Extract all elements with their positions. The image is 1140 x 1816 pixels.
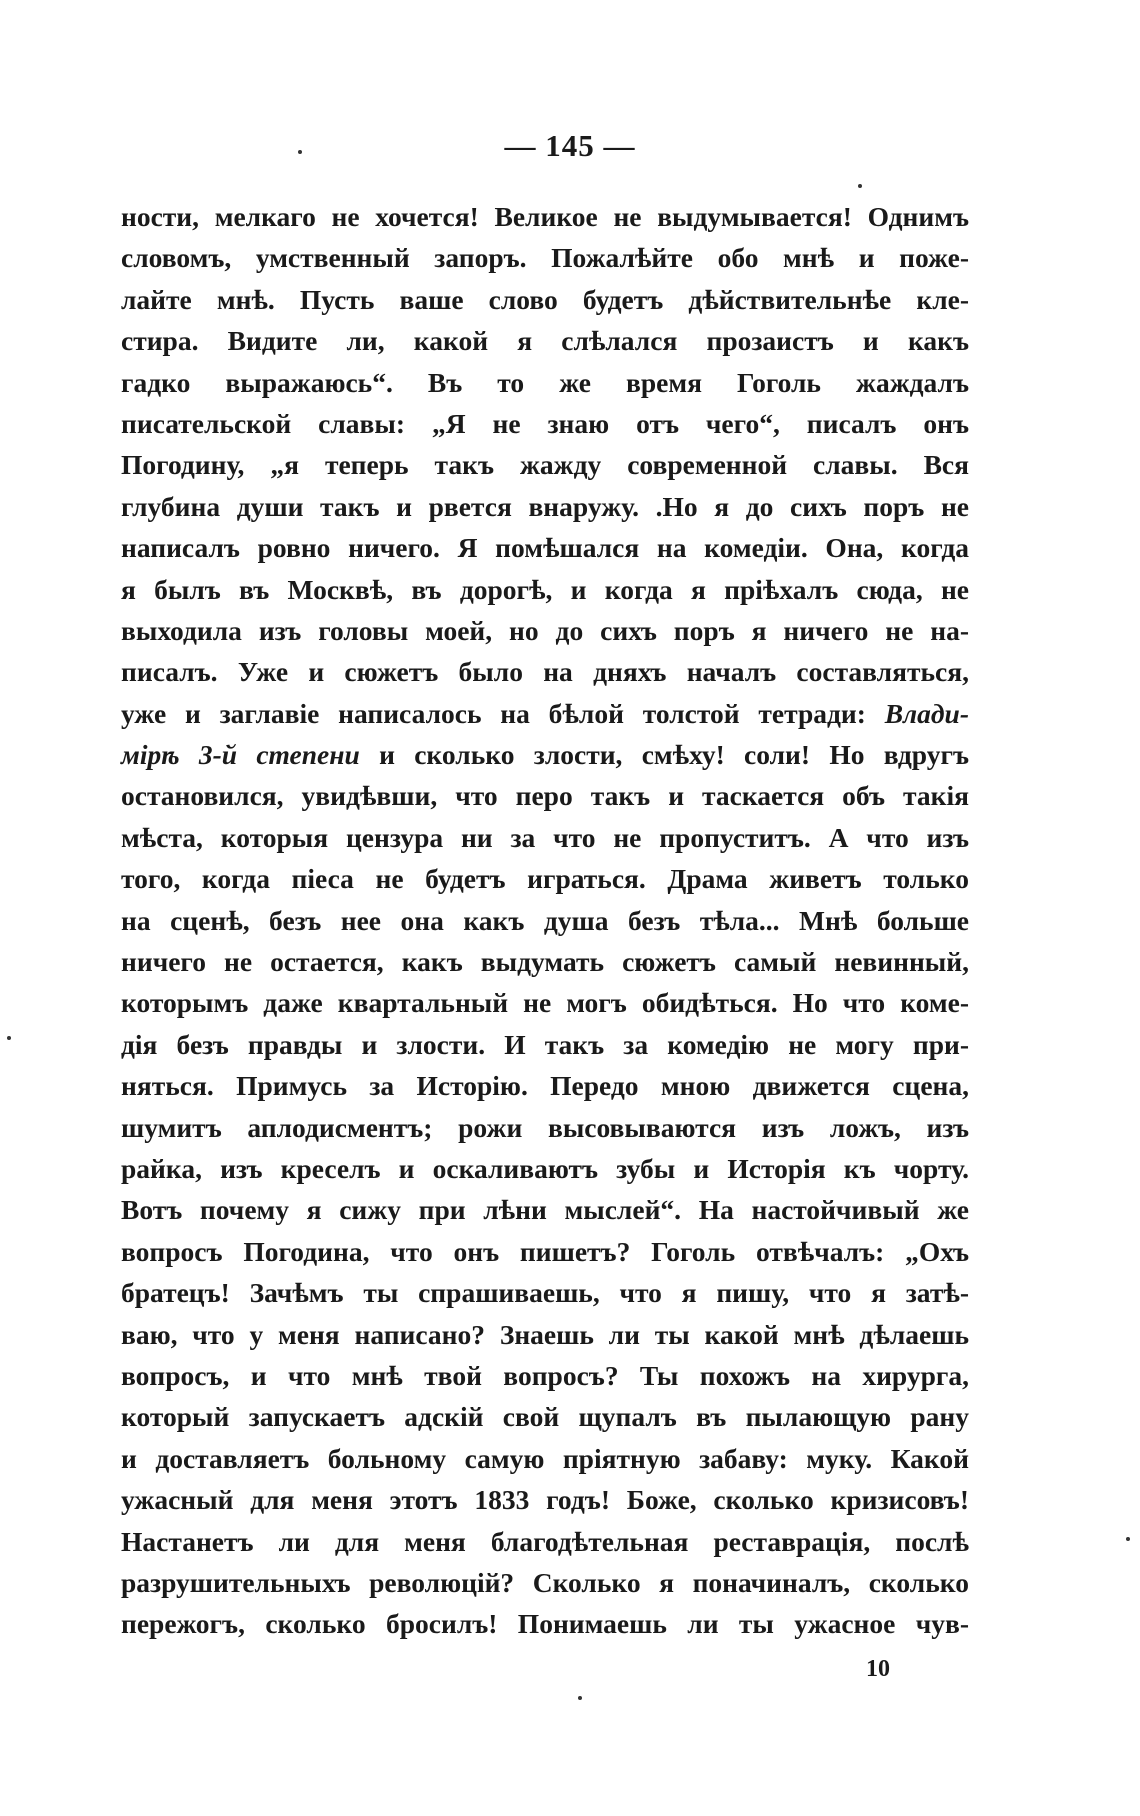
text-line: писалъ. Уже и сюжетъ было на дняхъ началъ составляться, [121,656,969,688]
text-line: словомъ, умственный запоръ. Пожалѣйте обо мнѣ и поже- [121,242,969,274]
text-line: райка, изъ креселъ и оскаливаютъ зубы и Исторія къ чорту. [121,1152,969,1184]
signature-mark: 10 [866,1656,890,1682]
text-line: ности, мелкаго не хочется! Великое не выдумывается! Однимъ [121,201,969,232]
text-line: разрушительныхъ революцій? Сколько я поначиналъ, сколько [121,1566,969,1598]
text-line: ваю, что у меня написано? Знаешь ли ты какой мнѣ дѣлаешь [121,1318,969,1350]
italic-title: Влади- [884,697,969,729]
text-line: мѣста, которыя цензура ни за что не пропуститъ. А что изъ [121,821,969,853]
text-line: стира. Видите ли, какой я слѣлался прозаистъ и какъ [121,325,969,357]
text-line: пережогъ, сколько бросилъ! Понимаешь ли ты ужасное чув- [121,1608,969,1640]
text-line: гадко выражаюсь“. Въ то же время Гоголь жаждалъ [121,366,969,398]
body-text [121,196,969,1645]
text-line: братецъ! Зачѣмъ ты спрашиваешь, что я пишу, что я затѣ- [121,1277,969,1309]
text-line: дія безъ правды и злости. И такъ за комедію не могу при- [121,1028,969,1060]
text-line: ничего не остается, какъ выдумать сюжетъ самый невинный, [121,946,969,978]
text-line: на сценѣ, безъ нее она какъ душа безъ тѣла... Мнѣ больше [121,904,969,936]
text-line: написалъ ровно ничего. Я помѣшался на комедіи. Она, когда [121,532,969,564]
text-line: вопросъ, и что мнѣ твой вопросъ? Ты похожъ на хирурга, [121,1359,969,1391]
text-line: няться. Примусь за Исторію. Передо мною движется сцена, [121,1070,969,1102]
text-segment: и сколько злости, смѣху! соли! Но вдругъ [359,739,970,771]
text-line: Погодину, „я теперь такъ жажду современной славы. Вся [121,449,969,481]
print-speck [858,184,862,188]
print-speck [1126,1537,1130,1541]
text-line: лайте мнѣ. Пусть ваше слово будетъ дѣйствительнѣе кле- [121,283,969,315]
text-line: глубина души такъ и рвется внаружу. .Но я до сихъ поръ не [121,490,969,522]
print-speck [7,1036,11,1040]
text-line: и доставляетъ больному самую пріятную забаву: муку. Какой [121,1442,969,1474]
text-line-with-italic [121,734,969,775]
page-number: — 145 — [504,128,636,163]
text-line: шумитъ аплодисментъ; рожи высовываются изъ ложъ, изъ [121,1111,969,1143]
text-line: остановился, увидѣвши, что перо такъ и таскается объ такія [121,780,969,812]
text-segment: уже и заглавіе написалось на бѣлой толстой тетради: [121,697,885,729]
text-line-with-italic [121,693,969,734]
italic-title: мірѣ 3-й степени [121,739,360,771]
text-line: писательской славы: „Я не знаю отъ чего“, писалъ онъ [121,407,969,439]
text-line: Настанетъ ли для меня благодѣтельная реставрація, послѣ [121,1525,969,1557]
text-line: вопросъ Погодина, что онъ пишетъ? Гоголь отвѣчалъ: „Охъ [121,1235,969,1267]
text-line: выходила изъ головы моей, но до сихъ поръ я ничего не на- [121,614,969,646]
text-line: того, когда піеса не будетъ играться. Драма живетъ только [121,863,969,895]
text-line: Вотъ почему я сижу при лѣни мыслей“. На настойчивый же [121,1194,969,1226]
text-line: который запускаетъ адскій свой щупалъ въ пылающую рану [121,1401,969,1433]
text-line: я былъ въ Москвѣ, въ дорогѣ, и когда я пріѣхалъ сюда, не [121,573,969,605]
print-speck [578,1696,582,1700]
text-line: ужасный для меня этотъ 1833 годъ! Боже, сколько кризисовъ! [121,1484,969,1516]
print-speck [298,150,302,154]
text-line: которымъ даже квартальный не могъ обидѣться. Но что коме- [121,987,969,1019]
